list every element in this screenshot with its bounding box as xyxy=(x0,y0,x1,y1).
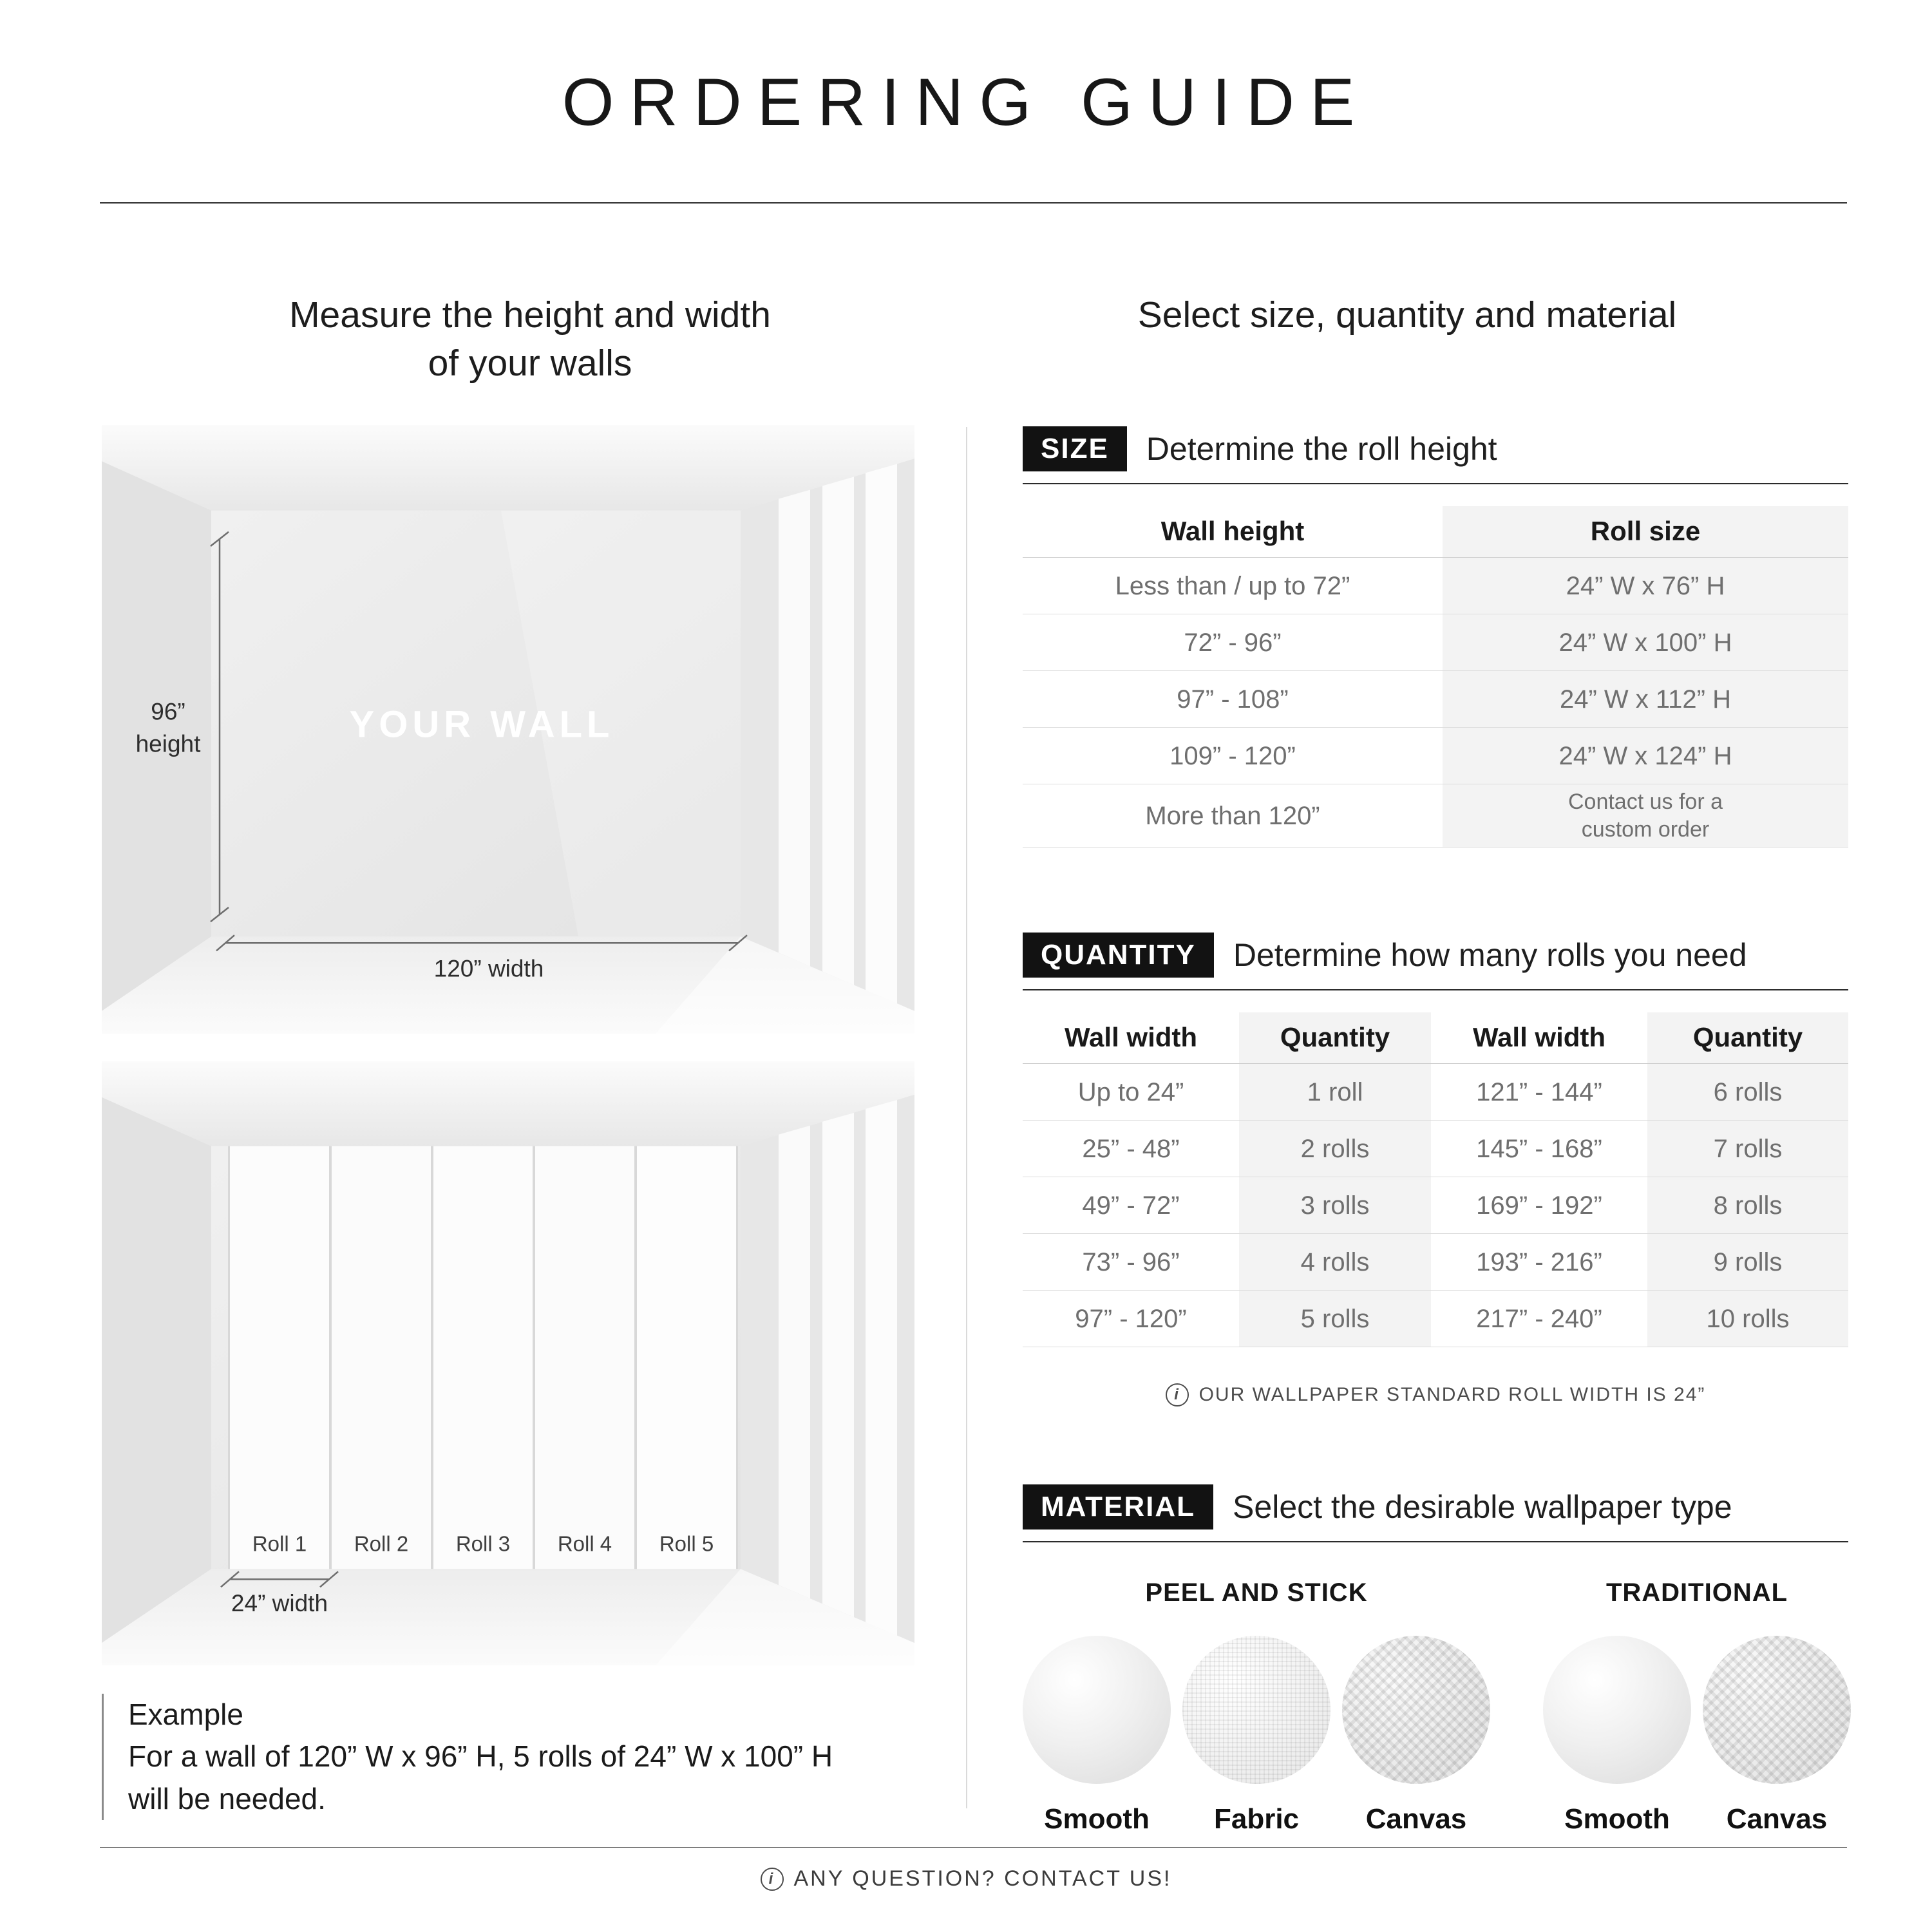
height-value-label: 96” xyxy=(151,697,185,725)
table-header-cell: Wall height xyxy=(1023,506,1443,558)
table-cell: 1 roll xyxy=(1239,1064,1431,1121)
size-section-header xyxy=(1023,426,1848,484)
table-cell: 3 rolls xyxy=(1239,1177,1431,1234)
roll-5-label: Roll 5 xyxy=(659,1531,714,1556)
material-section xyxy=(1023,1484,1848,1835)
quantity-subtitle: Determine how many rolls you need xyxy=(1233,937,1747,973)
footer-contact-note xyxy=(0,1866,1932,1891)
material-options xyxy=(1023,1578,1848,1835)
roll-2-label: Roll 2 xyxy=(354,1531,409,1556)
table-cell: 49” - 72” xyxy=(1023,1177,1239,1234)
measure-wall-illustration xyxy=(102,425,914,1034)
peel-and-stick-swatches xyxy=(1023,1636,1490,1835)
smooth-texture-swatch xyxy=(1023,1636,1171,1784)
peel-and-stick-group xyxy=(1023,1578,1490,1835)
size-section xyxy=(1023,426,1848,848)
swatch-item xyxy=(1543,1636,1691,1835)
table-cell: 121” - 144” xyxy=(1431,1064,1647,1121)
room-render-rolls xyxy=(102,1061,914,1665)
footer-divider xyxy=(100,1847,1847,1848)
material-subtitle: Select the desirable wallpaper type xyxy=(1233,1489,1732,1525)
table-header-cell: Quantity xyxy=(1239,1012,1431,1064)
window-pane xyxy=(866,464,897,1003)
table-cell: 97” - 120” xyxy=(1023,1291,1239,1347)
quantity-section-header xyxy=(1023,933,1848,990)
roll-panel xyxy=(535,1146,634,1569)
size-subtitle: Determine the roll height xyxy=(1146,431,1497,467)
table-cell: 145” - 168” xyxy=(1431,1121,1647,1177)
swatch-label: Fabric xyxy=(1213,1803,1300,1835)
table-cell: 73” - 96” xyxy=(1023,1234,1239,1291)
title-divider xyxy=(100,202,1847,204)
table-cell: 4 rolls xyxy=(1239,1234,1431,1291)
example-title: Example xyxy=(128,1698,243,1731)
material-section-header xyxy=(1023,1484,1848,1542)
quantity-table xyxy=(1023,1012,1848,1347)
table-cell: Up to 24” xyxy=(1023,1064,1239,1121)
swatch-label: Canvas xyxy=(1365,1803,1467,1835)
traditional-title: TRADITIONAL xyxy=(1605,1578,1788,1607)
rolls-illustration xyxy=(102,1061,914,1665)
traditional-swatches xyxy=(1543,1636,1851,1835)
swatch-label: Smooth xyxy=(1564,1803,1670,1835)
example-note xyxy=(102,1694,914,1820)
material-badge: MATERIAL xyxy=(1023,1484,1213,1530)
left-column-heading xyxy=(102,291,958,388)
standard-roll-width-note xyxy=(1023,1383,1848,1406)
table-header-cell: Wall width xyxy=(1431,1012,1647,1064)
smooth-texture-swatch xyxy=(1543,1636,1691,1784)
table-cell: 24” W x 124” H xyxy=(1443,728,1848,784)
roll-panel xyxy=(230,1146,329,1569)
table-cell: 193” - 216” xyxy=(1431,1234,1647,1291)
roll-4-label: Roll 4 xyxy=(557,1531,612,1556)
table-cell: 25” - 48” xyxy=(1023,1121,1239,1177)
table-cell: 217” - 240” xyxy=(1431,1291,1647,1347)
page-title: ORDERING GUIDE xyxy=(562,65,1370,140)
window-pane xyxy=(822,1113,854,1617)
roll-panel xyxy=(637,1146,736,1569)
swatch-item xyxy=(1023,1636,1171,1835)
window-pane xyxy=(779,490,810,967)
roll-width-label: 24” width xyxy=(231,1590,328,1617)
fabric-texture-swatch xyxy=(1182,1636,1331,1784)
roll-1-label: Roll 1 xyxy=(252,1531,307,1556)
window-pane xyxy=(866,1100,897,1636)
room-render xyxy=(102,425,914,1034)
left-heading-line1: Measure the height and width xyxy=(289,294,771,336)
roll-panel xyxy=(332,1146,431,1569)
table-cell: 6 rolls xyxy=(1647,1064,1848,1121)
table-cell: 10 rolls xyxy=(1647,1291,1848,1347)
height-word-label: height xyxy=(135,730,201,757)
window-pane xyxy=(779,1126,810,1598)
width-label: 120” width xyxy=(433,954,544,982)
table-cell: 24” W x 76” H xyxy=(1443,558,1848,614)
traditional-group xyxy=(1543,1578,1851,1835)
table-cell: 24” W x 100” H xyxy=(1443,614,1848,671)
table-cell: 8 rolls xyxy=(1647,1177,1848,1234)
swatch-item xyxy=(1703,1636,1851,1835)
table-cell: 72” - 96” xyxy=(1023,614,1443,671)
peel-and-stick-title: PEEL AND STICK xyxy=(1145,1578,1368,1607)
example-line1: For a wall of 120” W x 96” H, 5 rolls of 24” W x 100” H xyxy=(128,1739,833,1774)
table-cell: 5 rolls xyxy=(1239,1291,1431,1347)
table-cell: 2 rolls xyxy=(1239,1121,1431,1177)
info-icon: i xyxy=(1166,1383,1189,1406)
table-cell: 97” - 108” xyxy=(1023,671,1443,728)
column-divider xyxy=(966,427,967,1808)
swatch-item xyxy=(1342,1636,1490,1835)
canvas-texture-swatch xyxy=(1703,1636,1851,1784)
table-header-cell: Wall width xyxy=(1023,1012,1239,1064)
table-cell: 169” - 192” xyxy=(1431,1177,1647,1234)
standard-note-text: OUR WALLPAPER STANDARD ROLL WIDTH IS 24” xyxy=(1198,1384,1706,1405)
table-cell: 7 rolls xyxy=(1647,1121,1848,1177)
roll-3-label: Roll 3 xyxy=(455,1531,511,1556)
swatch-item xyxy=(1182,1636,1331,1835)
example-line2: will be needed. xyxy=(128,1781,326,1815)
size-badge: SIZE xyxy=(1023,426,1127,471)
swatch-label: Canvas xyxy=(1726,1803,1828,1835)
table-cell: 109” - 120” xyxy=(1023,728,1443,784)
left-wall xyxy=(102,1097,211,1643)
right-column-heading: Select size, quantity and material xyxy=(1137,294,1677,336)
swatch-label: Smooth xyxy=(1044,1803,1150,1835)
table-cell: Less than / up to 72” xyxy=(1023,558,1443,614)
table-cell: 9 rolls xyxy=(1647,1234,1848,1291)
quantity-section xyxy=(1023,933,1848,1406)
roll-panel xyxy=(433,1146,533,1569)
your-wall-label: YOUR WALL xyxy=(349,703,614,746)
footer-note-text: ANY QUESTION? CONTACT US! xyxy=(793,1866,1172,1891)
left-heading-line2: of your walls xyxy=(428,343,632,384)
quantity-badge: QUANTITY xyxy=(1023,933,1214,978)
info-icon: i xyxy=(761,1868,784,1891)
table-cell: More than 120” xyxy=(1023,784,1443,848)
size-table xyxy=(1023,506,1848,848)
canvas-texture-swatch xyxy=(1342,1636,1490,1784)
table-cell: 24” W x 112” H xyxy=(1443,671,1848,728)
window-pane xyxy=(822,477,854,985)
table-cell: Contact us for a custom order xyxy=(1443,784,1848,848)
table-header-cell: Quantity xyxy=(1647,1012,1848,1064)
table-header-cell: Roll size xyxy=(1443,506,1848,558)
